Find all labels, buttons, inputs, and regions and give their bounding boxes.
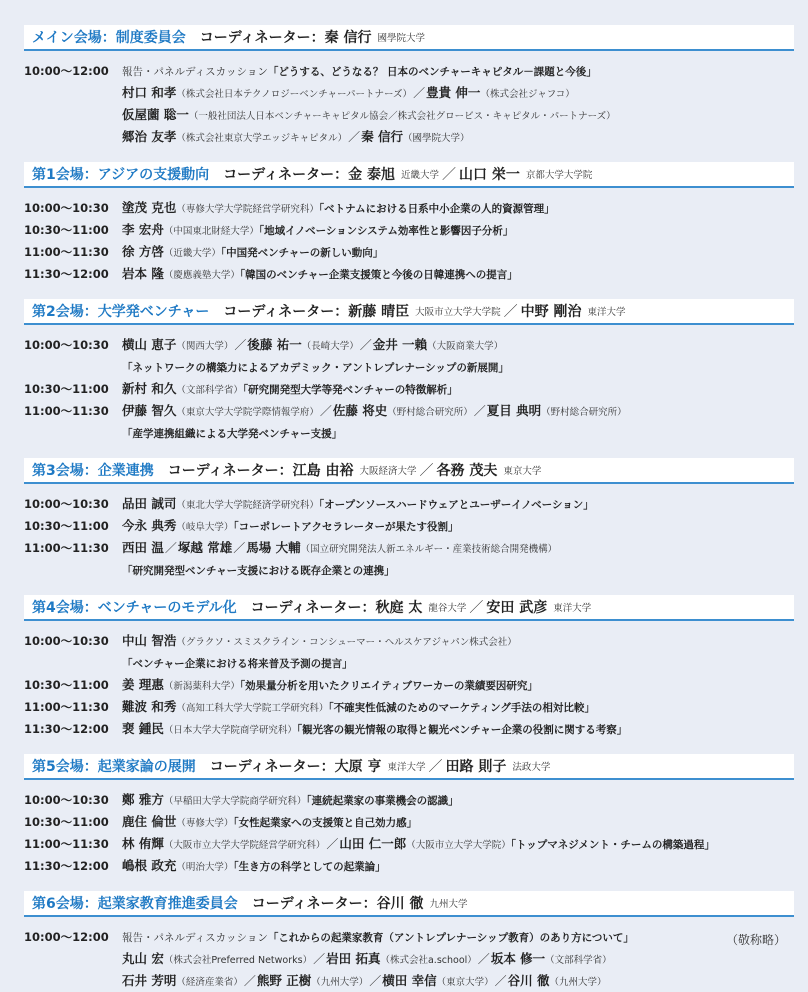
session-title: メイン会場：制度委員会 [32,27,186,47]
speaker-name: 岩田 拓真 [326,951,380,966]
continuation-row [24,104,794,126]
speaker-name: 丸山 宏 [122,951,164,966]
separator: ／ [442,164,456,184]
speaker-name: 横山 恵子 [122,337,176,352]
coordinator-name: 金 泰旭 [348,164,395,184]
separator: ／ [420,460,434,480]
talk-title: 「コーポレートアクセラレーターが果たす役割」 [233,521,458,533]
format-note: 報告・パネルディスカッション [122,932,268,944]
row-content [122,833,794,855]
speaker-affiliation: （国立研究開発法人新エネルギー・産業技術総合開発機構） [301,544,558,555]
talk-title: 「産学連携組織による大学発ベンチャー支援」 [122,428,342,440]
time-slot: 10:00～10:30 [24,336,122,355]
speaker-affiliation: （株式会社ジャフコ） [480,89,574,100]
schedule-row [24,515,794,537]
schedule-row [24,241,794,263]
speaker-affiliation: （株式会社東京大学エッジキャピタル） [176,133,347,144]
schedule-row [24,197,794,219]
separator: ／ [244,974,256,988]
separator: ／ [326,837,338,851]
schedule-row [24,60,794,82]
speaker-affiliation: （東北大学大学院経済学研究科） [176,500,319,511]
coordinator-affiliation: 法政大学 [512,759,550,773]
session-header [24,754,794,780]
speaker-affiliation: （九州大学） [311,977,368,988]
session-section [24,299,794,444]
speaker-name: 伊藤 智久 [122,403,176,418]
speaker-name: 徐 方啓 [122,244,164,259]
separator: ／ [429,756,443,776]
format-note: 報告・パネルディスカッション [122,66,268,78]
speaker-affiliation: （株式会社a.school） [380,955,476,966]
time-slot: 10:00～10:30 [24,632,122,651]
continuation-row [24,970,794,992]
speaker-affiliation: （東京大学大学院学際情報学府） [176,407,319,418]
speaker-affiliation: （関西大学） [176,341,233,352]
coordinator-name: 大原 亨 [335,756,382,776]
speaker-name: 村口 和孝 [122,85,176,100]
speaker-affiliation: （文部科学省） [176,385,243,396]
coordinator-label: コーディネーター： [251,597,376,617]
talk-title: 「中国発ベンチャーの新しい動向」 [221,247,383,259]
schedule-row [24,696,794,718]
continuation-row [24,652,794,674]
coordinator-affiliation: 近畿大学 [401,167,439,181]
schedule-row [24,493,794,515]
time-slot: 11:30～12:00 [24,857,122,876]
talk-title: 「ベンチャー企業における将来普及予測の提言」 [122,658,353,670]
coordinator-affiliation: 東洋大学 [388,759,426,773]
speaker-affiliation: （日本大学大学院商学研究科） [164,725,297,736]
separator: ／ [413,86,425,100]
time-slot: 10:00～12:00 [24,62,122,81]
coordinator-affiliation: 大阪経済大学 [360,463,417,477]
coordinator-affiliation: 東洋大学 [587,304,625,318]
session-rows [24,780,794,877]
session-title: 第2会場：大学発ベンチャー [32,301,209,321]
session-header [24,25,794,51]
schedule-row [24,537,794,559]
coordinator-name: 秋庭 太 [376,597,423,617]
schedule-row [24,674,794,696]
speaker-name: 後藤 祐一 [247,337,301,352]
talk-title: 「生き方の科学としての起業論」 [233,861,385,873]
coordinator-affiliation: 東洋大学 [553,600,591,614]
speaker-affiliation: （近畿大学） [164,248,221,259]
row-content [122,537,794,559]
speaker-name: 塗茂 克也 [122,200,176,215]
talk-title: 「ベトナムにおける日系中小企業の人的資源管理」 [319,203,555,215]
speaker-affiliation: （野村総合研究所） [387,407,473,418]
speaker-name: 姜 理惠 [122,677,164,692]
session-header [24,595,794,621]
continuation-row [24,422,794,444]
row-content [122,241,794,263]
schedule-row [24,926,794,948]
separator: ／ [348,130,360,144]
talk-title: 「地域イノベーションシステム効率性と影響因子分析」 [259,225,513,237]
speaker-affiliation: （岐阜大学） [176,522,233,533]
session-header [24,891,794,917]
schedule-row [24,219,794,241]
separator: ／ [165,541,177,555]
talk-title: 「韓国のベンチャー企業支援策と今後の日韓連携への提言」 [240,269,518,281]
coordinator-label: コーディネーター： [210,756,335,776]
time-slot: 11:30～12:00 [24,720,122,739]
row-content [122,630,794,652]
coordinator-name: 田路 則子 [446,756,507,776]
speaker-affiliation: （専修大学大学院経営学研究科） [176,204,319,215]
speaker-name: 李 宏舟 [122,222,164,237]
speaker-affiliation: （長崎大学） [302,341,359,352]
session-rows [24,51,794,148]
talk-title: 「不確実性低減のためのマーケティング手法の相対比較」 [328,702,595,714]
schedule-row [24,400,794,422]
row-content [122,674,794,696]
row-content [122,789,794,811]
schedule-row [24,789,794,811]
speaker-affiliation: （株式会社日本テクノロジーベンチャーパートナーズ） [176,89,412,100]
speaker-name: 谷川 徹 [508,973,550,988]
time-slot: 10:00～10:30 [24,791,122,810]
time-slot: 10:30～11:00 [24,380,122,399]
coordinator-name: 新藤 晴臣 [348,301,409,321]
speaker-name: 豊貴 伸一 [426,85,480,100]
speaker-affiliation: （早稲田大学大学院商学研究科） [164,796,307,807]
speaker-affiliation: （大阪商業大学） [427,341,503,352]
session-section [24,25,794,148]
speaker-name: 仮屋薗 聡一 [122,107,189,122]
speaker-name: 鹿住 倫世 [122,814,176,829]
time-slot: 10:30～11:00 [24,221,122,240]
session-rows [24,188,794,285]
talk-title: 「観光客の観光情報の取得と観光ベンチャー企業の役割に関する考察」 [297,724,627,736]
coordinator-affiliation: 國學院大学 [378,30,426,44]
session-title: 第3会場：企業連携 [32,460,154,480]
coordinator-name: 江島 由裕 [293,460,354,480]
session-title: 第4会場：ベンチャーのモデル化 [32,597,237,617]
schedule-row [24,378,794,400]
speaker-name: 佐藤 将史 [333,403,387,418]
speaker-affiliation: （明治大学） [176,862,233,873]
separator: ／ [320,404,332,418]
speaker-affiliation: （中国東北財経大学） [164,226,259,237]
time-slot: 10:00～10:30 [24,495,122,514]
continuation-row [24,948,794,970]
schedule-row [24,811,794,833]
speaker-name: 林 侑輝 [122,836,164,851]
speaker-affiliation: （高知工科大学大学院工学研究科） [176,703,328,714]
speaker-affiliation: （グラクソ・スミスクライン・コンシューマー・ヘルスケアジャパン株式会社） [176,637,516,648]
time-slot: 11:00～11:30 [24,539,122,558]
coordinator-name: 山口 栄一 [459,164,520,184]
time-slot: 10:30～11:00 [24,517,122,536]
session-rows [24,325,794,444]
speaker-name: 嶋根 政充 [122,858,176,873]
talk-title: 「トップマネジメント・チームの構築過程」 [511,839,715,851]
speaker-name: 西田 温 [122,540,164,555]
talk-title: 「女性起業家への支援策と自己効力感」 [233,817,417,829]
separator: ／ [360,338,372,352]
schedule-row [24,630,794,652]
speaker-affiliation: （東京大学） [437,977,494,988]
schedule-row [24,833,794,855]
talk-title: 「連続起業家の事業機会の認識」 [306,795,458,807]
speaker-name: 今永 典秀 [122,518,176,533]
coordinator-name: 谷川 徹 [377,893,424,913]
speaker-name: 郷治 友孝 [122,129,176,144]
speaker-name: 石井 芳明 [122,973,176,988]
speaker-affiliation: （新潟薬科大学） [164,681,240,692]
speaker-affiliation: （一般社団法人日本ベンチャーキャピタル協会／株式会社グロービス・キャピタル・パートナーズ） [189,111,616,122]
row-content [122,400,794,422]
separator: ／ [474,404,486,418]
time-slot: 11:00～11:30 [24,835,122,854]
row-content [122,718,794,740]
time-slot: 11:00～11:30 [24,698,122,717]
coordinator-label: コーディネーター： [200,27,325,47]
speaker-name: 馬場 大輔 [246,540,300,555]
session-section [24,595,794,740]
speaker-affiliation: （慶應義塾大学） [164,270,240,281]
speaker-name: 新村 和久 [122,381,176,396]
speaker-affiliation: （経済産業省） [176,977,243,988]
speaker-affiliation: （大阪市立大学大学院） [406,840,511,851]
separator: ／ [369,974,381,988]
separator: ／ [313,952,325,966]
schedule-row [24,263,794,285]
row-content [122,219,794,241]
coordinator-label: コーディネーター： [223,301,348,321]
session-rows [24,917,794,992]
time-slot: 11:30～12:00 [24,265,122,284]
speaker-name: 熊野 正樹 [257,973,311,988]
coordinator-label: コーディネーター： [168,460,293,480]
row-content [122,197,794,219]
continuation-row [24,126,794,148]
coordinator-affiliation: 東京大学 [503,463,541,477]
footer-note: （敬称略） [726,931,786,948]
coordinator-affiliation: 大阪市立大学大学院 [415,304,501,318]
time-slot: 11:00～11:30 [24,402,122,421]
speaker-name: 金井 一賴 [373,337,427,352]
time-slot: 11:00～11:30 [24,243,122,262]
speaker-affiliation: （大阪市立大学大学院経営学研究科） [164,840,326,851]
session-rows [24,484,794,581]
continuation-row [24,559,794,581]
row-content [122,515,794,537]
session-section [24,891,794,992]
talk-title: 「研究開発型大学等発ベンチャーの特徴解析」 [243,384,458,396]
separator: ／ [478,952,490,966]
speaker-affiliation: （野村総合研究所） [541,407,627,418]
session-header [24,458,794,484]
talk-title: 「ネットワークの構築力によるアカデミック・アントレプレナーシップの新展開」 [122,362,509,374]
separator: ／ [234,338,246,352]
row-content [122,855,794,877]
session-header [24,299,794,325]
session-section [24,754,794,877]
schedule-row [24,334,794,356]
coordinator-label: コーディネーター： [223,164,348,184]
row-content [122,811,794,833]
row-content [122,926,794,948]
coordinator-name: 各務 茂夫 [437,460,498,480]
coordinator-name: 安田 武彦 [486,597,547,617]
coordinator-affiliation: 京都大学大学院 [526,167,593,181]
session-title: 第6会場：起業家教育推進委員会 [32,893,238,913]
session-header [24,162,794,188]
time-slot: 10:30～11:00 [24,813,122,832]
coordinator-name: 中野 剛治 [521,301,582,321]
separator: ／ [469,597,483,617]
talk-title: 「効果量分析を用いたクリエイティブワーカーの業績要因研究」 [240,680,538,692]
speaker-affiliation: （文部科学省） [545,955,612,966]
row-content [122,493,794,515]
continuation-row [24,82,794,104]
separator: ／ [504,301,518,321]
speaker-name: 中山 智浩 [122,633,176,648]
row-content [122,334,794,356]
talk-title: 「研究開発型ベンチャー支援における既存企業との連携」 [122,565,395,577]
speaker-affiliation: （國學院大学） [403,133,470,144]
speaker-name: 秦 信行 [361,129,403,144]
talk-title: 「オープンソースハードウェアとユーザーイノベーション」 [319,499,594,511]
row-content [122,696,794,718]
time-slot: 10:00～10:30 [24,199,122,218]
session-title: 第1会場：アジアの支援動向 [32,164,209,184]
session-section [24,458,794,581]
coordinator-affiliation: 龍谷大学 [428,600,466,614]
row-content [122,60,794,82]
speaker-affiliation: （九州大学） [550,977,607,988]
session-title: 第5会場：起業家論の展開 [32,756,196,776]
speaker-name: 裵 鍾民 [122,721,164,736]
coordinator-label: コーディネーター： [252,893,377,913]
speaker-name: 坂本 修一 [491,951,545,966]
schedule-row [24,718,794,740]
separator: ／ [495,974,507,988]
coordinator-affiliation: 九州大学 [430,896,468,910]
speaker-name: 鄭 雅方 [122,792,164,807]
continuation-row [24,356,794,378]
speaker-name: 山田 仁一郎 [339,836,406,851]
speaker-name: 横田 幸信 [382,973,436,988]
talk-title: 「これからの起業家教育（アントレプレナーシップ教育）のあり方について」 [268,932,634,944]
row-content [122,378,794,400]
session-section [24,162,794,285]
time-slot: 10:00～12:00 [24,928,122,947]
row-content [122,263,794,285]
speaker-name: 岩本 隆 [122,266,164,281]
time-slot: 10:30～11:00 [24,676,122,695]
speaker-name: 夏目 典明 [487,403,541,418]
speaker-affiliation: （株式会社Preferred Networks） [164,955,312,966]
speaker-affiliation: （専修大学） [176,818,233,829]
session-rows [24,621,794,740]
speaker-name: 塚越 常雄 [178,540,232,555]
speaker-name: 品田 誠司 [122,496,176,511]
schedule-row [24,855,794,877]
coordinator-name: 秦 信行 [325,27,372,47]
talk-title: 「どうする、どうなる？ 日本のベンチャーキャピタル－課題と今後」 [268,66,597,78]
separator: ／ [233,541,245,555]
speaker-name: 難波 和秀 [122,699,176,714]
